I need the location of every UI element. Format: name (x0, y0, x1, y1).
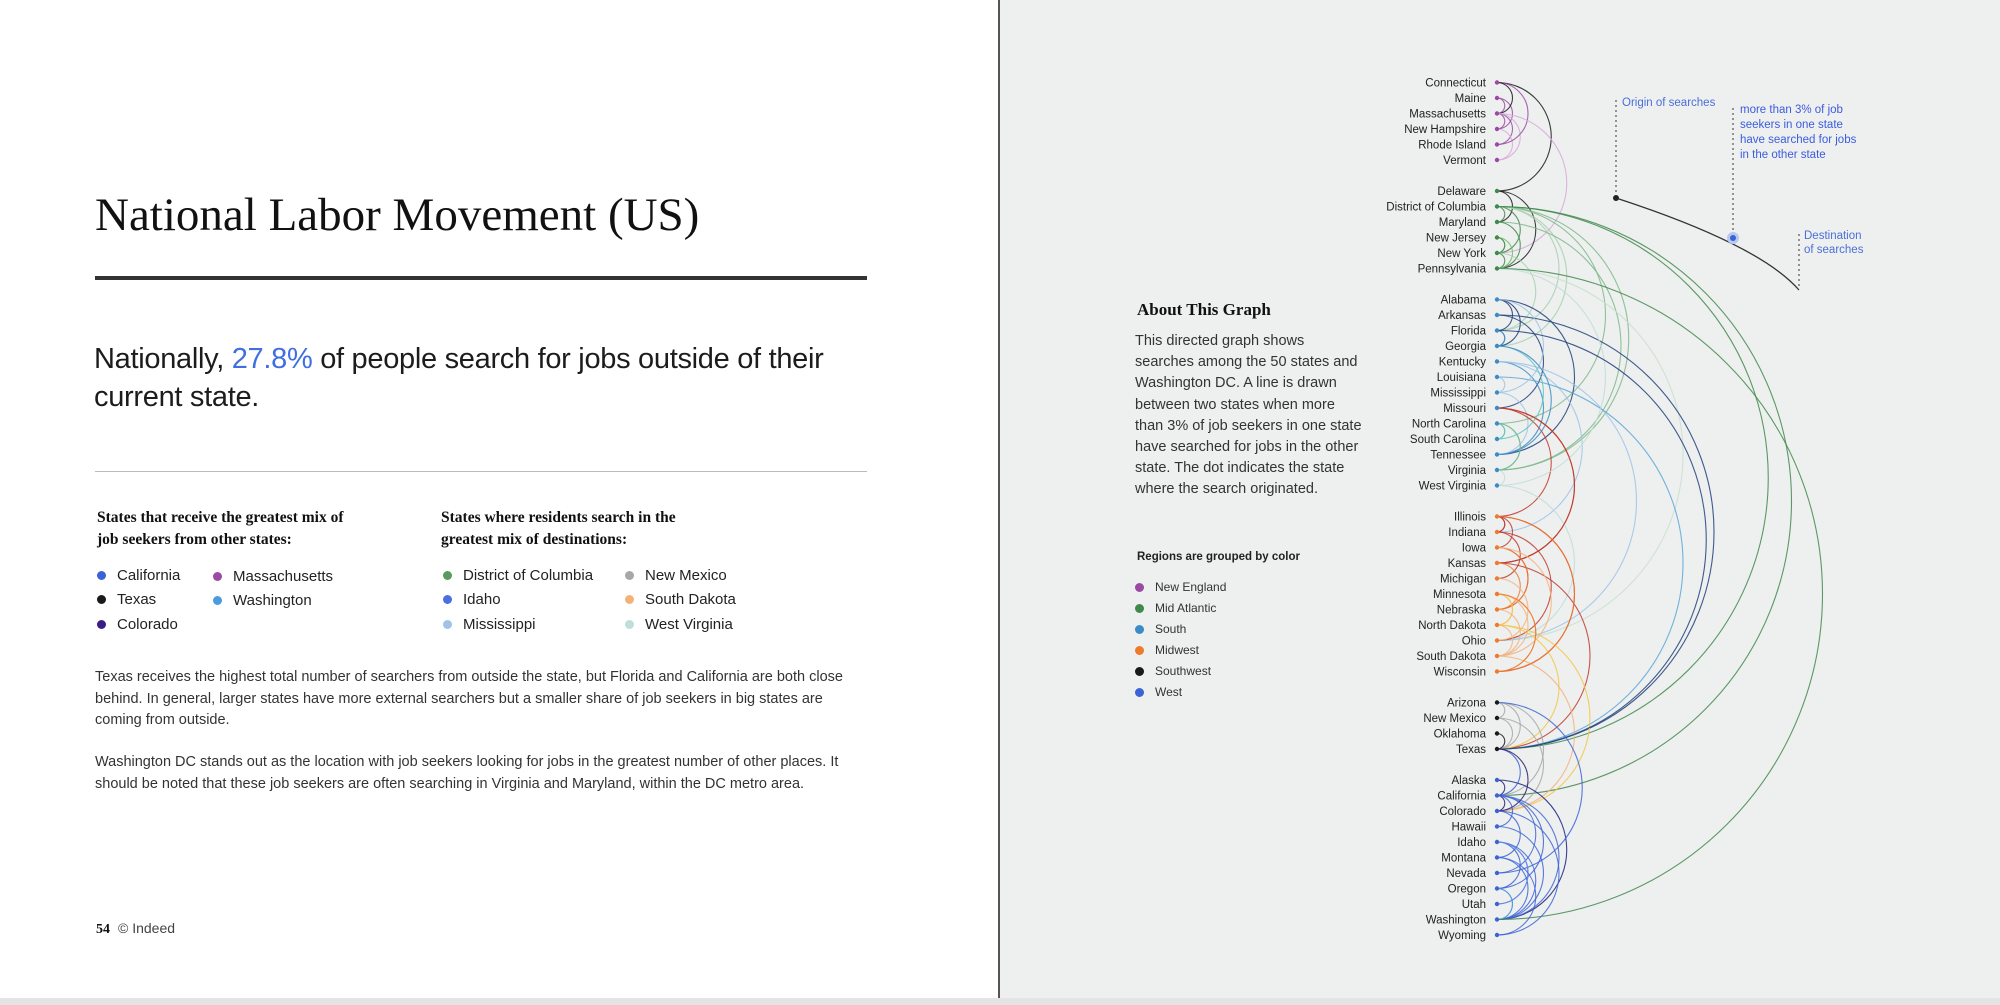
lead-suffix: of people search for jobs outside of their current state. (94, 343, 824, 413)
arc-kansas-to-missouri (1497, 408, 1575, 563)
search-heading-line-2: greatest mix of destinations: (441, 531, 628, 548)
arc-illinois-to-wisconsin (1497, 517, 1575, 672)
arc-wisconsin-to-illinois (1497, 517, 1575, 672)
state-label-new-hampshire: New Hampshire (1404, 124, 1486, 136)
page-bottom-edge (0, 998, 2000, 1005)
arc-wyoming-to-montana (1497, 858, 1536, 936)
state-label-south-carolina: South Carolina (1409, 434, 1486, 446)
node-massachusetts (1495, 111, 1499, 115)
threshold-dot (1730, 235, 1736, 241)
state-label-missouri: Missouri (1443, 403, 1486, 415)
state-label-arkansas: Arkansas (1438, 310, 1486, 322)
state-label-new-mexico: New Mexico (1423, 713, 1486, 725)
node-north-carolina (1495, 421, 1499, 425)
arc-south-carolina-to-north-carolina (1497, 424, 1505, 440)
arc-west-virginia-to-ohio (1497, 486, 1575, 641)
node-hawaii (1495, 824, 1499, 828)
receive-item-label: Colorado (117, 616, 178, 633)
node-florida (1495, 328, 1499, 332)
regions-legend-title: Regions are grouped by color (1137, 551, 1300, 563)
node-ohio (1495, 638, 1499, 642)
state-label-nebraska: Nebraska (1436, 604, 1486, 617)
state-label-ohio: Ohio (1461, 635, 1486, 648)
search-heading-line-1: States where residents search in the (441, 509, 676, 526)
about-graph-title: About This Graph (1137, 300, 1271, 319)
state-label-delaware: Delaware (1437, 186, 1486, 198)
receive-heading-line-1: States that receive the greatest mix of (97, 509, 344, 526)
arc-nevada-to-arizona (1497, 703, 1582, 874)
state-label-arizona: Arizona (1447, 697, 1486, 710)
threshold-line-1: more than 3% of job (1740, 104, 1843, 116)
receive-item-label: Texas (117, 591, 157, 608)
state-label-texas: Texas (1455, 744, 1486, 756)
state-label-massachusetts: Massachusetts (1409, 108, 1486, 121)
node-nevada (1495, 871, 1499, 875)
node-maine (1495, 96, 1499, 100)
arc-maryland-to-pennsylvania (1497, 222, 1520, 269)
state-label-iowa: Iowa (1461, 542, 1486, 555)
node-west-virginia (1495, 483, 1499, 487)
arc-idaho-to-washington (1497, 842, 1536, 920)
state-label-pennsylvania: Pennsylvania (1417, 263, 1486, 276)
node-washington (1495, 917, 1499, 921)
region-label: Southwest (1155, 664, 1212, 678)
state-label-new-jersey: New Jersey (1425, 232, 1486, 245)
node-texas (1495, 747, 1499, 751)
state-label-colorado: Colorado (1439, 806, 1486, 818)
search-item-label: District of Columbia (463, 567, 594, 584)
node-oregon (1495, 886, 1499, 890)
state-label-montana: Montana (1441, 852, 1486, 865)
arc-texas-to-florida (1497, 331, 1706, 750)
destination-annotation (1804, 230, 1865, 256)
state-label-louisiana: Louisiana (1436, 372, 1486, 384)
state-labels (1386, 78, 1487, 943)
arc-alabama-to-georgia (1497, 300, 1520, 347)
node-alabama (1495, 297, 1499, 301)
annotation-explainer (1613, 97, 1865, 290)
state-label-wyoming: Wyoming (1438, 930, 1486, 942)
node-louisiana (1495, 375, 1499, 379)
node-alaska (1495, 778, 1499, 782)
arc-delaware-to-pennsylvania (1497, 191, 1536, 269)
state-label-new-york: New York (1437, 248, 1486, 260)
node-south-dakota (1495, 654, 1499, 658)
state-label-oregon: Oregon (1447, 883, 1486, 896)
node-vermont (1495, 158, 1499, 162)
state-label-nevada: Nevada (1446, 868, 1486, 880)
node-wisconsin (1495, 669, 1499, 673)
state-label-michigan: Michigan (1439, 573, 1486, 586)
arc-pennsylvania-to-new-york (1497, 253, 1505, 269)
state-label-maryland: Maryland (1438, 217, 1486, 229)
node-colorado (1495, 809, 1499, 813)
node-new-mexico (1495, 716, 1499, 720)
lead-prefix: Nationally, (94, 343, 232, 375)
destination-line-2: of searches (1804, 244, 1864, 256)
state-label-alaska: Alaska (1451, 775, 1486, 787)
body-paragraph-texas: Texas receives the highest total number of searchers from outside the state, but Florida and California are both close behind. In general, larger states have more external searchers but a smaller share of job seekers in big states are coming from outside. (95, 669, 843, 728)
node-rhode-island (1495, 142, 1499, 146)
about-graph-description: This directed graph shows searches among the 50 states and Washington DC. A line is drawn between two states when more than 3% of job seekers in one state have searched for jobs in the other state. The dot indicates the state where the search originated. (1135, 333, 1362, 498)
destination-line-1: Destination (1804, 230, 1862, 242)
page-number: 54 (96, 922, 110, 937)
state-label-north-dakota: North Dakota (1418, 620, 1486, 632)
region-label: West (1155, 685, 1183, 699)
node-iowa (1495, 545, 1499, 549)
region-label: Midwest (1155, 643, 1200, 657)
origin-annotation: Origin of searches (1622, 97, 1716, 109)
node-montana (1495, 855, 1499, 859)
search-item-label: West Virginia (645, 616, 733, 633)
node-north-dakota (1495, 623, 1499, 627)
region-label: New England (1155, 580, 1227, 594)
node-arkansas (1495, 313, 1499, 317)
node-south-carolina (1495, 437, 1499, 441)
node-kansas (1495, 561, 1499, 565)
threshold-line-2: seekers in one state (1740, 119, 1843, 131)
region-label: Mid Atlantic (1155, 601, 1217, 615)
node-delaware (1495, 189, 1499, 193)
receive-heading-line-2: job seekers from other states: (97, 531, 292, 548)
arc-montana-to-colorado (1497, 811, 1520, 858)
state-label-west-virginia: West Virginia (1418, 480, 1486, 493)
copyright-text: © Indeed (118, 920, 176, 936)
node-new-hampshire (1495, 127, 1499, 131)
state-label-mississippi: Mississippi (1430, 387, 1486, 400)
arc-district-of-columbia-to-california (1497, 207, 1792, 796)
state-label-rhode-island: Rhode Island (1418, 139, 1486, 152)
arc-indiana-to-illinois (1497, 517, 1505, 533)
body-paragraph-washington-dc: Washington DC stands out as the location with job seekers looking for jobs in the greatest number of other places. It should be noted that these job seekers are often searching in Virginia and Maryland, within the DC metro area. (95, 754, 839, 792)
search-item-label: South Dakota (645, 591, 736, 608)
arc-new-jersey-to-new-york (1497, 238, 1505, 254)
node-indiana (1495, 530, 1499, 534)
node-new-jersey (1495, 235, 1499, 239)
state-label-washington: Washington (1425, 914, 1486, 927)
state-label-maine: Maine (1454, 93, 1486, 105)
arc-maine-to-massachusetts (1497, 98, 1505, 114)
arc-west-virginia-to-virginia (1497, 470, 1505, 486)
arc-arizona-to-texas (1497, 703, 1520, 750)
node-minnesota (1495, 592, 1499, 596)
node-connecticut (1495, 80, 1499, 84)
arc-new-york-to-massachusetts (1497, 114, 1567, 254)
node-kentucky (1495, 359, 1499, 363)
arc-colorado-to-california (1497, 796, 1505, 812)
arc-new-mexico-to-arizona (1497, 703, 1505, 719)
state-label-connecticut: Connecticut (1425, 77, 1486, 90)
state-label-kentucky: Kentucky (1438, 356, 1486, 369)
threshold-line-4: in the other state (1740, 149, 1826, 161)
node-wyoming (1495, 933, 1499, 937)
arc-links (1497, 83, 1823, 936)
state-label-north-carolina: North Carolina (1411, 418, 1486, 431)
arc-washington-to-pennsylvania (1497, 269, 1823, 920)
arc-georgia-to-florida (1497, 331, 1505, 347)
receive-item-label: California (117, 567, 181, 584)
node-idaho (1495, 840, 1499, 844)
arc-missouri-to-kansas (1497, 408, 1575, 563)
search-item-label: Idaho (463, 591, 501, 608)
node-illinois (1495, 514, 1499, 518)
state-nodes (1495, 80, 1499, 937)
state-label-vermont: Vermont (1443, 155, 1486, 167)
threshold-line-3: have searched for jobs (1740, 134, 1857, 146)
arc-district-of-columbia-to-new-york (1497, 207, 1520, 254)
node-michigan (1495, 576, 1499, 580)
node-pennsylvania (1495, 266, 1499, 270)
arc-mississippi-to-louisiana (1497, 377, 1505, 393)
arc-florida-to-georgia (1497, 331, 1505, 347)
lead-highlight-percentage: 27.8% (231, 343, 313, 375)
state-label-virginia: Virginia (1447, 465, 1486, 477)
node-tennessee (1495, 452, 1499, 456)
state-label-california: California (1437, 790, 1486, 803)
state-label-georgia: Georgia (1445, 341, 1486, 353)
arc-new-york-to-new-jersey (1497, 238, 1505, 254)
node-california (1495, 793, 1499, 797)
state-label-hawaii: Hawaii (1451, 821, 1486, 834)
arc-new-hampshire-to-massachusetts (1497, 114, 1505, 130)
state-label-kansas: Kansas (1447, 558, 1486, 570)
node-new-york (1495, 251, 1499, 255)
node-maryland (1495, 220, 1499, 224)
state-label-florida: Florida (1450, 325, 1486, 338)
state-label-idaho: Idaho (1457, 837, 1486, 849)
search-item-label: Mississippi (463, 616, 536, 633)
receive-item-label: Washington (233, 592, 312, 609)
state-label-tennessee: Tennessee (1430, 449, 1486, 462)
state-label-wisconsin: Wisconsin (1433, 666, 1486, 679)
node-missouri (1495, 406, 1499, 410)
node-georgia (1495, 344, 1499, 348)
state-label-minnesota: Minnesota (1432, 589, 1486, 601)
arc-north-carolina-to-south-carolina (1497, 424, 1505, 440)
threshold-annotation (1740, 104, 1860, 161)
node-mississippi (1495, 390, 1499, 394)
state-label-indiana: Indiana (1448, 527, 1486, 539)
arc-district-of-columbia-to-maryland (1497, 207, 1505, 223)
state-label-district-of-columbia: District of Columbia (1386, 201, 1486, 214)
node-oklahoma (1495, 731, 1499, 735)
state-label-south-dakota: South Dakota (1416, 651, 1486, 663)
region-label: South (1155, 622, 1187, 636)
arc-district-of-columbia-to-virginia (1497, 207, 1629, 471)
node-virginia (1495, 468, 1499, 472)
state-label-utah: Utah (1461, 899, 1486, 911)
node-nebraska (1495, 607, 1499, 611)
node-arizona (1495, 700, 1499, 704)
page-title: National Labor Movement (US) (95, 189, 700, 241)
node-district-of-columbia (1495, 204, 1499, 208)
node-utah (1495, 902, 1499, 906)
state-label-alabama: Alabama (1440, 294, 1486, 307)
search-item-label: New Mexico (645, 567, 727, 584)
arc-alaska-to-california (1497, 780, 1505, 796)
arc-illinois-to-indiana (1497, 517, 1505, 533)
state-label-oklahoma: Oklahoma (1433, 728, 1486, 741)
state-label-illinois: Illinois (1454, 511, 1486, 524)
origin-dot (1613, 195, 1619, 201)
receive-item-label: Massachusetts (233, 568, 334, 585)
arc-oklahoma-to-texas (1497, 734, 1505, 750)
example-arc (1616, 198, 1799, 290)
